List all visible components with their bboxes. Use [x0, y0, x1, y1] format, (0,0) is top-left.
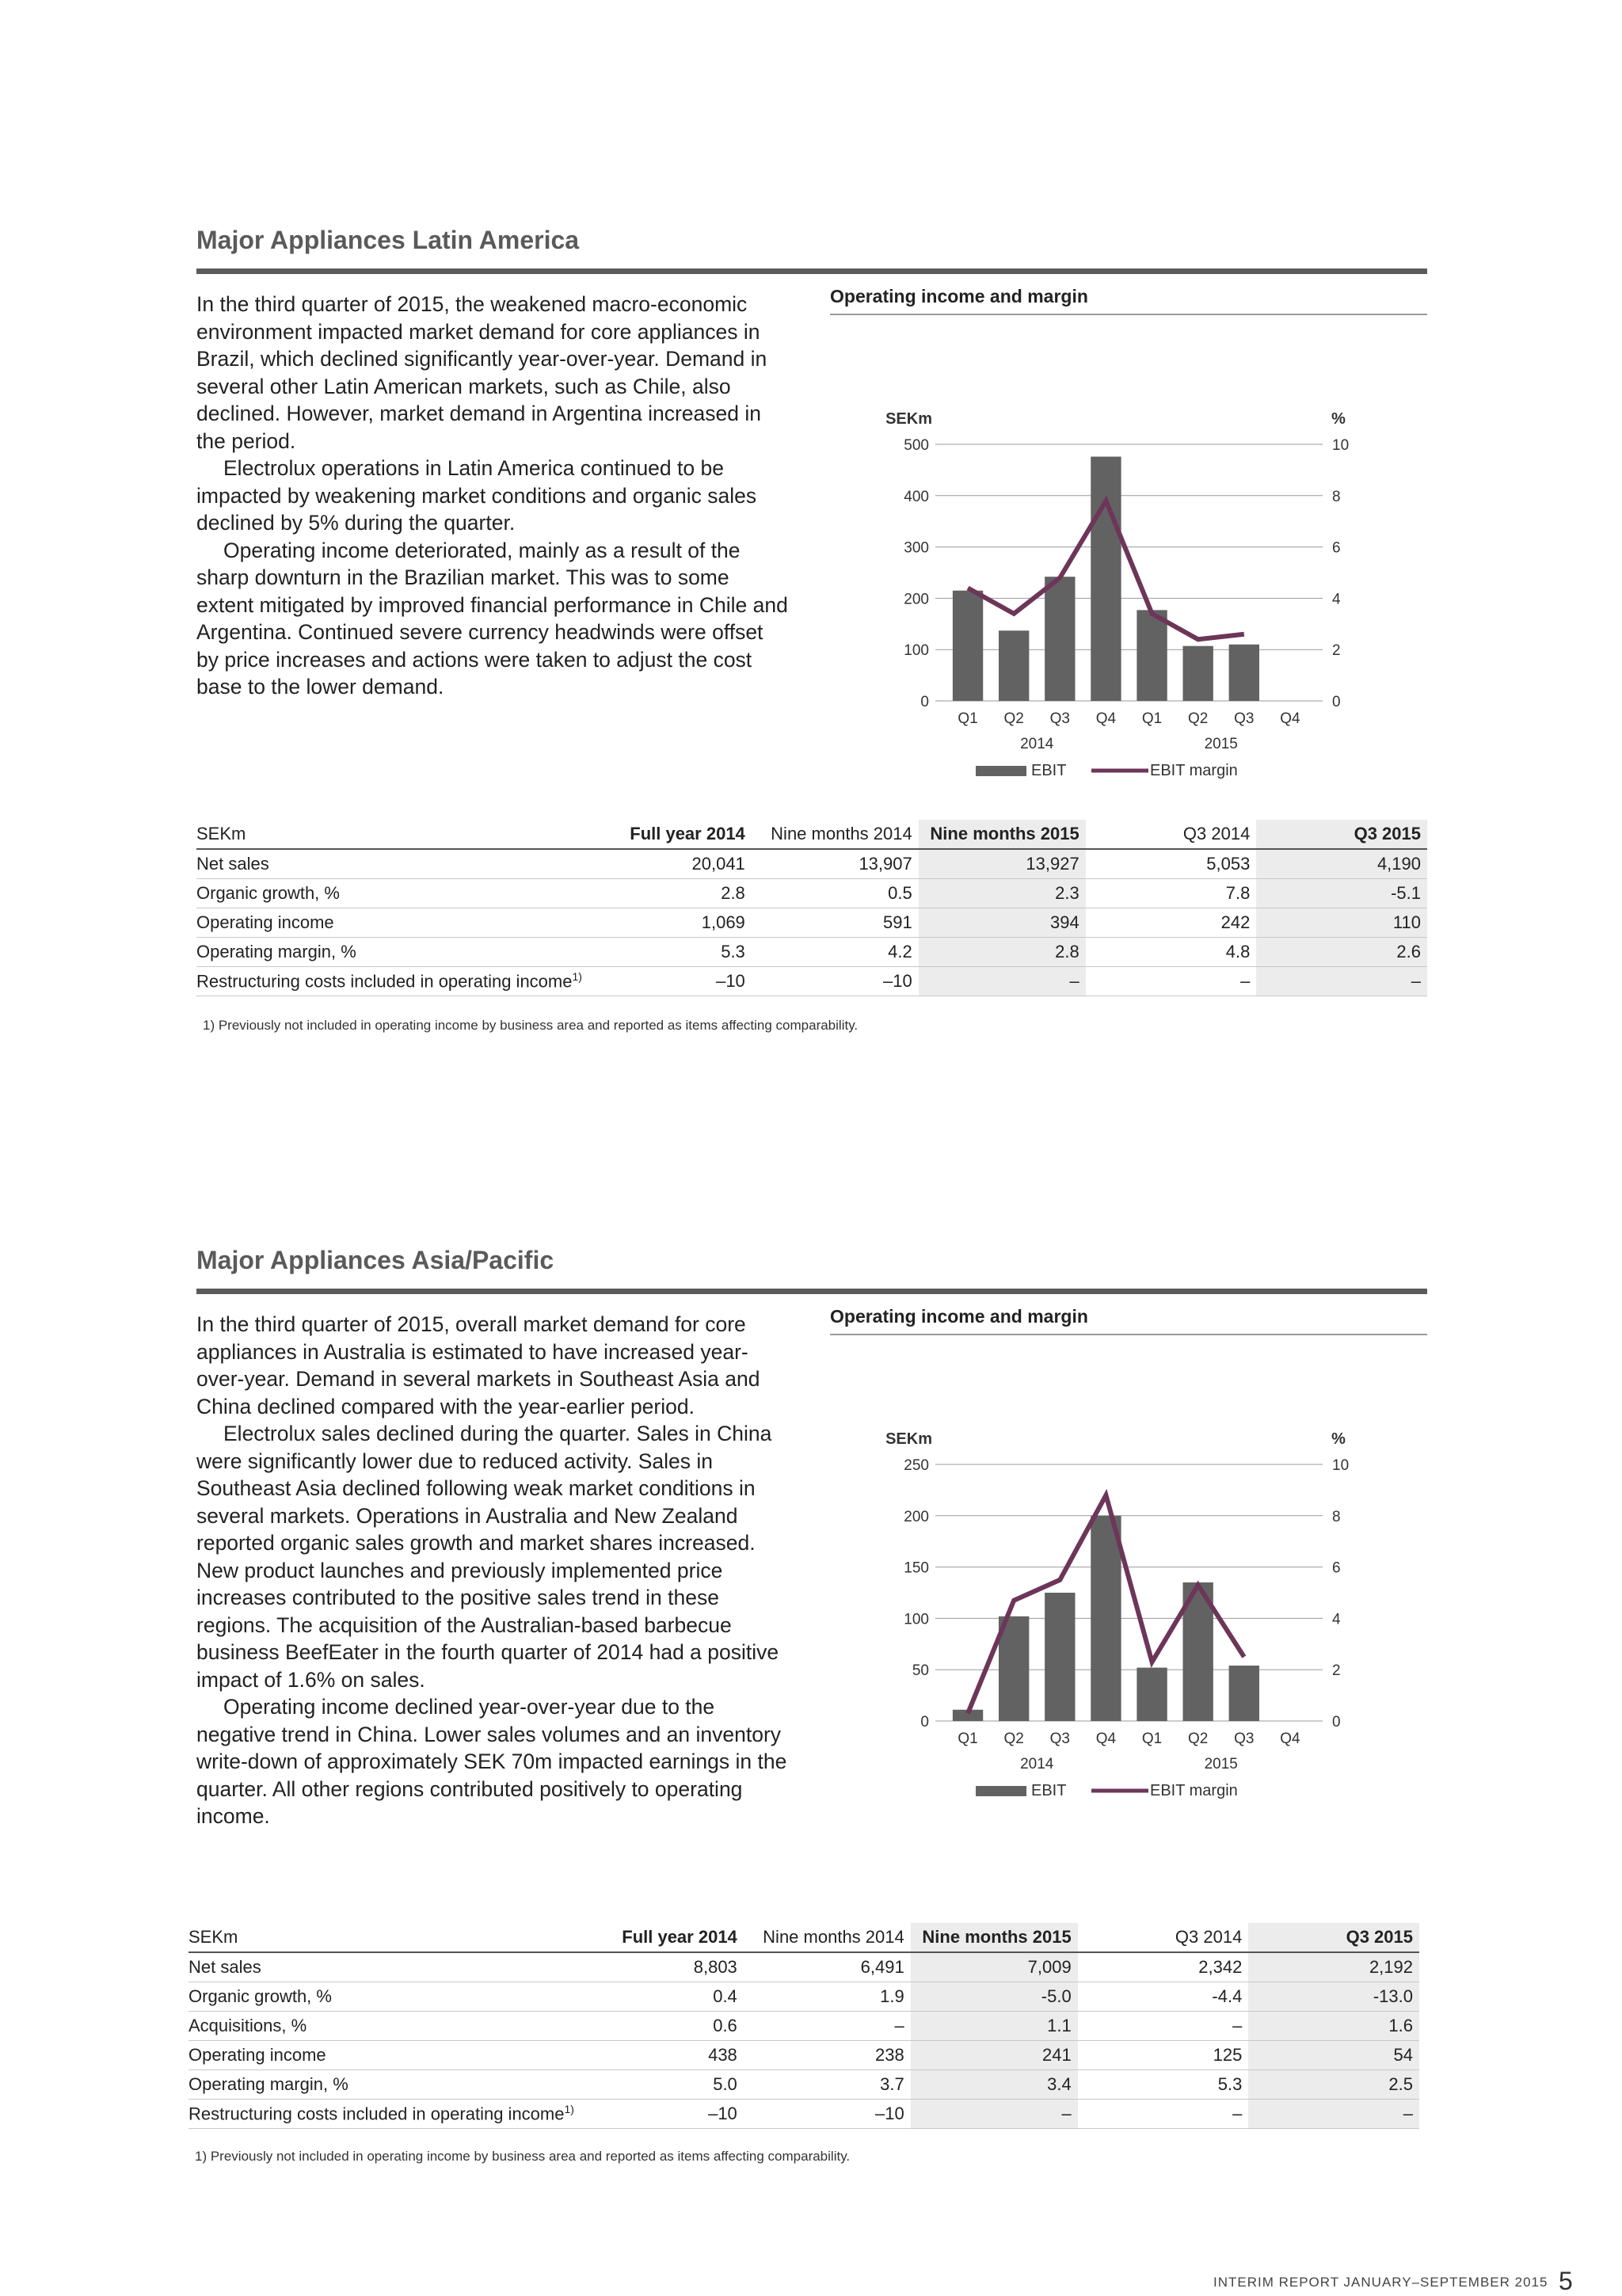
table-cell: –: [1256, 967, 1427, 996]
section-title: Major Appliances Latin America: [196, 226, 579, 255]
ebit-bar: [1045, 577, 1075, 701]
body-text: [196, 1311, 790, 1830]
y2-tick-label: 0: [1332, 1714, 1341, 1731]
table-row: [196, 879, 1427, 908]
table-cell: 3.4: [911, 2070, 1078, 2100]
column-header: Nine months 2015: [919, 820, 1086, 849]
table-cell: 3.7: [744, 2070, 911, 2100]
table-cell: -4.4: [1078, 1982, 1249, 2012]
table-cell: -5.1: [1256, 879, 1427, 908]
x-tick-label: Q3: [1050, 1731, 1070, 1747]
row-label-text: Operating margin, %: [196, 942, 356, 961]
ebit-bar: [1137, 610, 1167, 701]
legend-ebit-swatch: [976, 1786, 1026, 1796]
column-header: Q3 2014: [1078, 1923, 1249, 1952]
table-row: [188, 2070, 1419, 2100]
footnote: 1) Previously not included in operating income by business area and reported as items affecting comparability.: [195, 2149, 850, 2165]
table-cell: –: [1078, 2100, 1249, 2129]
table-cell: 6,491: [744, 1952, 911, 1982]
table-row: [188, 1952, 1419, 1982]
table-cell: 2.5: [1248, 2070, 1419, 2100]
table-cell: 2,342: [1078, 1952, 1249, 1982]
year-group-label: 2014: [1020, 1756, 1054, 1772]
year-group-label: 2015: [1205, 736, 1238, 752]
y2-tick-label: 8: [1332, 489, 1341, 505]
y-axis-label: SEKm: [885, 1430, 932, 1448]
footnote-marker: 1): [564, 2103, 573, 2115]
title-rule: [196, 1289, 1427, 1294]
table-cell: 13,927: [919, 849, 1086, 879]
table-row: [196, 849, 1427, 879]
ebit-bar: [999, 630, 1029, 701]
y2-tick-label: 10: [1332, 437, 1349, 454]
table-cell: –: [919, 967, 1086, 996]
paragraph: Electrolux operations in Latin America continued to be impacted by weakening market conditions and organic sales declined by 5% during the quarter.: [196, 455, 790, 537]
y2-tick-label: 6: [1332, 540, 1341, 557]
row-label: [188, 2070, 581, 2100]
table-cell: 5.0: [581, 2070, 744, 2100]
y2-tick-label: 8: [1332, 1509, 1341, 1525]
table-cell: –: [1248, 2100, 1419, 2129]
ebit-bar: [953, 591, 983, 701]
row-label: [188, 2100, 581, 2129]
year-group-label: 2014: [1020, 736, 1054, 752]
table-row: [188, 2041, 1419, 2070]
ebit-bar: [1183, 646, 1213, 701]
table-cell: –: [911, 2100, 1078, 2129]
table-cell: –10: [588, 967, 752, 996]
x-tick-label: Q1: [958, 1731, 977, 1747]
table-cell: –10: [744, 2100, 911, 2129]
table-cell: 4,190: [1256, 849, 1427, 879]
table-cell: 5,053: [1086, 849, 1257, 879]
y-axis-label: SEKm: [885, 410, 932, 428]
table-cell: 438: [581, 2041, 744, 2070]
y2-tick-label: 6: [1332, 1560, 1341, 1577]
column-header: Nine months 2015: [911, 1923, 1078, 1952]
table-cell: 2.8: [919, 938, 1086, 967]
table-row: [188, 1982, 1419, 2012]
y2-tick-label: 0: [1332, 694, 1341, 710]
y-tick-label: 0: [920, 1714, 929, 1731]
table-cell: 2.6: [1256, 938, 1427, 967]
paragraph: In the third quarter of 2015, the weakened macro-economic environment impacted market demand for core appliances in Brazil, which declined significantly year-over-year. Demand in several other Latin American markets, such as Chile, also declined. However, market demand in Argentina increased in the period.: [196, 291, 790, 455]
chart-box: [830, 286, 1427, 315]
x-tick-label: Q2: [1188, 710, 1208, 727]
x-tick-label: Q2: [1004, 1731, 1024, 1747]
table-cell: 4.8: [1086, 938, 1257, 967]
table-cell: -5.0: [911, 1982, 1078, 2012]
chart-heading: Operating income and margin: [830, 1306, 1427, 1335]
row-label: [196, 938, 588, 967]
row-label-text: Operating income: [196, 912, 334, 932]
x-tick-label: Q1: [1142, 710, 1162, 727]
table-cell: 2,192: [1248, 1952, 1419, 1982]
column-header: Q3 2015: [1256, 820, 1427, 849]
legend-ebit-swatch: [976, 766, 1026, 776]
row-label: [188, 1982, 581, 2012]
ebit-bar: [1229, 1666, 1259, 1721]
x-tick-label: Q2: [1188, 1731, 1208, 1747]
y-tick-label: 100: [904, 642, 929, 659]
title-rule: [196, 268, 1427, 274]
legend-margin-label: EBIT margin: [1150, 1782, 1238, 1799]
paragraph: Operating income declined year-over-year due to the negative trend in China. Lower sales volumes and an inventory write-down of approximately SEK 70m impacted earnings in the quarter. All other regions contributed positively to operating income.: [196, 1693, 790, 1830]
column-header: Q3 2015: [1248, 1923, 1419, 1952]
y-tick-label: 150: [904, 1560, 929, 1577]
x-tick-label: Q4: [1096, 1731, 1117, 1747]
row-label-text: Restructuring costs included in operating income: [196, 972, 572, 992]
table-row: [188, 2100, 1419, 2129]
x-tick-label: Q4: [1280, 1731, 1300, 1747]
table-cell: –: [744, 2012, 911, 2041]
y-tick-label: 100: [904, 1611, 929, 1628]
paragraph: Electrolux sales declined during the quarter. Sales in China were significantly lower due to reduced activity. Sales in Southeast Asia declined following weak market conditions in several markets. Operations in Australia and New Zealand reported organic sales growth and market shares increased. New product launches and previously implemented price increases contributed to the positive sales trend in these regions. The acquisition of the Australian-based barbecue business BeefEater in the fourth quarter of 2014 had a positive impact of 1.6% on sales.: [196, 1420, 790, 1693]
y2-tick-label: 4: [1332, 1611, 1341, 1628]
ebit-bar: [1229, 645, 1259, 701]
y-tick-label: 50: [912, 1662, 929, 1679]
y-tick-label: 0: [920, 694, 929, 710]
table-row: [196, 908, 1427, 938]
table-cell: 4.2: [752, 938, 919, 967]
ebit-bar: [1045, 1593, 1075, 1721]
operating-income-chart: [830, 1346, 1427, 1742]
table-cell: 8,803: [581, 1952, 744, 1982]
column-header: Full year 2014: [581, 1923, 744, 1952]
table-cell: 5.3: [588, 938, 752, 967]
operating-income-chart: [830, 326, 1427, 722]
paragraph: In the third quarter of 2015, overall market demand for core appliances in Australia is estimated to have increased year-over-year. Demand in several markets in Southeast Asia and China declined compared with the year-earlier period.: [196, 1311, 790, 1420]
x-tick-label: Q3: [1234, 710, 1254, 727]
body-text: [196, 291, 790, 701]
y2-tick-label: 10: [1332, 1457, 1349, 1474]
table-cell: 20,041: [588, 849, 752, 879]
row-label: [188, 2041, 581, 2070]
section-title: Major Appliances Asia/Pacific: [196, 1246, 554, 1275]
legend-ebit-label: EBIT: [1031, 1782, 1066, 1799]
ebit-bar: [1137, 1668, 1167, 1721]
y-tick-label: 200: [904, 591, 929, 607]
column-header: SEKm: [196, 820, 588, 849]
row-label: [188, 1952, 581, 1982]
y2-tick-label: 2: [1332, 642, 1341, 659]
row-label-text: Operating margin, %: [188, 2074, 348, 2094]
table-cell: -13.0: [1248, 1982, 1419, 2012]
financial-table: [188, 1923, 1419, 2129]
y-tick-label: 500: [904, 437, 929, 454]
table-cell: 591: [752, 908, 919, 938]
table-cell: 7.8: [1086, 879, 1257, 908]
x-tick-label: Q3: [1050, 710, 1070, 727]
section-asia-pacific: [196, 1246, 1427, 2172]
table-cell: –10: [752, 967, 919, 996]
table-cell: 0.5: [752, 879, 919, 908]
table-row: [188, 2012, 1419, 2041]
table-cell: 1.1: [911, 2012, 1078, 2041]
table-cell: 241: [911, 2041, 1078, 2070]
footer-label: INTERIM REPORT JANUARY–SEPTEMBER 2015: [1213, 2275, 1548, 2290]
financial-table: [196, 820, 1427, 996]
x-tick-label: Q4: [1280, 710, 1300, 727]
legend-ebit-label: EBIT: [1031, 762, 1066, 779]
row-label-text: Organic growth, %: [188, 1986, 332, 2006]
x-tick-label: Q1: [1142, 1731, 1162, 1747]
y-tick-label: 250: [904, 1457, 929, 1474]
table-cell: 13,907: [752, 849, 919, 879]
x-tick-label: Q2: [1004, 710, 1024, 727]
row-label: [196, 908, 588, 938]
table-cell: 7,009: [911, 1952, 1078, 1982]
row-label-text: Operating income: [188, 2045, 326, 2065]
row-label: [188, 2012, 581, 2041]
table-cell: 2.8: [588, 879, 752, 908]
x-tick-label: Q4: [1096, 710, 1117, 727]
y-tick-label: 400: [904, 489, 929, 505]
ebit-bar: [1091, 1516, 1121, 1721]
x-tick-label: Q3: [1234, 1731, 1254, 1747]
table-cell: 110: [1256, 908, 1427, 938]
row-label-text: Net sales: [188, 1957, 261, 1977]
row-label-text: Organic growth, %: [196, 883, 340, 903]
table-row: [196, 938, 1427, 967]
x-tick-label: Q1: [958, 710, 977, 727]
row-label-text: Net sales: [196, 854, 269, 874]
table-cell: 54: [1248, 2041, 1419, 2070]
chart-box: [830, 1306, 1427, 1335]
table-cell: 242: [1086, 908, 1257, 938]
y2-axis-label: %: [1331, 1430, 1346, 1448]
table-cell: 125: [1078, 2041, 1249, 2070]
y2-axis-label: %: [1331, 410, 1346, 428]
year-group-label: 2015: [1205, 1756, 1238, 1772]
section-latin-america: [196, 226, 1427, 1045]
table-cell: 0.4: [581, 1982, 744, 2012]
column-header: Nine months 2014: [752, 820, 919, 849]
table-cell: 2.3: [919, 879, 1086, 908]
table-cell: 1.9: [744, 1982, 911, 2012]
table-cell: 1,069: [588, 908, 752, 938]
table-cell: –: [1078, 2012, 1249, 2041]
table-header-row: [188, 1923, 1419, 1952]
row-label: [196, 967, 588, 996]
table-cell: 394: [919, 908, 1086, 938]
column-header: SEKm: [188, 1923, 581, 1952]
table-cell: –: [1086, 967, 1257, 996]
footnote-marker: 1): [572, 970, 581, 983]
column-header: Full year 2014: [588, 820, 752, 849]
chart-heading: Operating income and margin: [830, 286, 1427, 315]
y-tick-label: 300: [904, 540, 929, 557]
y2-tick-label: 4: [1332, 591, 1341, 607]
table-cell: –10: [581, 2100, 744, 2129]
table-cell: 0.6: [581, 2012, 744, 2041]
column-header: Nine months 2014: [744, 1923, 911, 1952]
table-cell: 1.6: [1248, 2012, 1419, 2041]
table-cell: 238: [744, 2041, 911, 2070]
row-label-text: Acquisitions, %: [188, 2016, 307, 2035]
column-header: Q3 2014: [1086, 820, 1257, 849]
row-label-text: Restructuring costs included in operating income: [188, 2104, 564, 2124]
paragraph: Operating income deteriorated, mainly as a result of the sharp downturn in the Brazilian market. This was to some extent mitigated by improved financial performance in Chile and Argentina. Continued severe currency headwinds were offset by price increases and actions were taken to adjust the cost base to the lower demand.: [196, 537, 790, 701]
row-label: [196, 849, 588, 879]
table-header-row: [196, 820, 1427, 849]
table-row: [196, 967, 1427, 996]
ebit-bar: [1091, 457, 1121, 701]
legend-margin-label: EBIT margin: [1150, 762, 1238, 779]
table-cell: 5.3: [1078, 2070, 1249, 2100]
y2-tick-label: 2: [1332, 1662, 1341, 1679]
y-tick-label: 200: [904, 1509, 929, 1525]
footnote: 1) Previously not included in operating income by business area and reported as items affecting comparability.: [203, 1018, 858, 1034]
page-number: 5: [1559, 2267, 1573, 2296]
row-label: [196, 879, 588, 908]
